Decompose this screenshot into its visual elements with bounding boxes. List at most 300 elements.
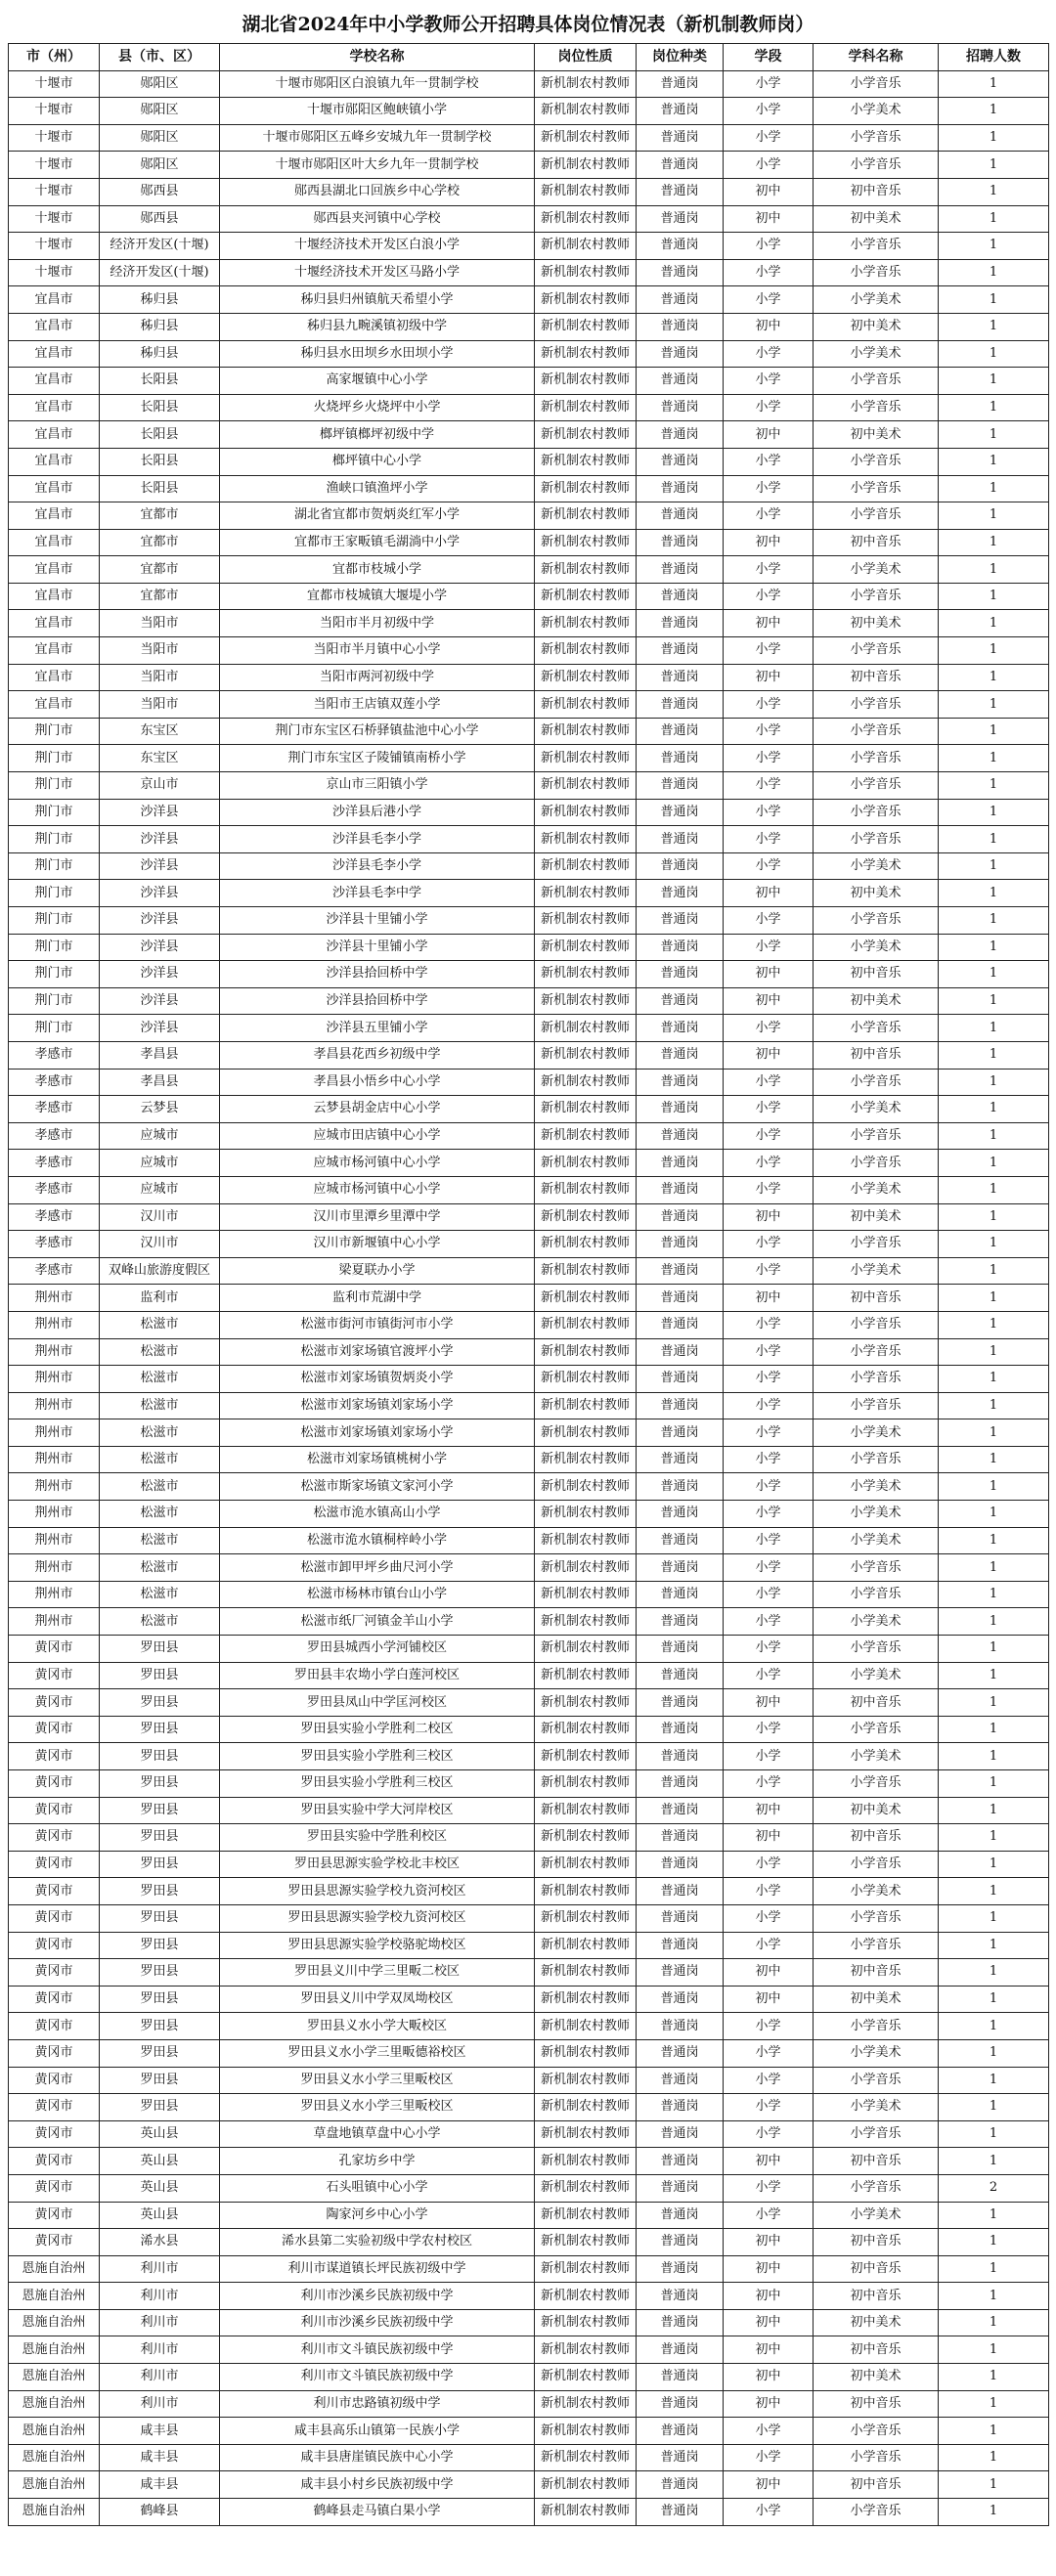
cell-subject: 小学音乐 xyxy=(814,1338,939,1366)
cell-count: 1 xyxy=(939,961,1049,988)
cell-subject: 初中美术 xyxy=(814,1203,939,1231)
cell-post-nature: 新机制农村教师 xyxy=(535,1419,637,1447)
cell-post-type: 普通岗 xyxy=(637,1338,724,1366)
cell-school: 宜都市王家畈镇毛湖淌中小学 xyxy=(220,529,535,556)
cell-post-nature: 新机制农村教师 xyxy=(535,1096,637,1123)
cell-school: 当阳市两河初级中学 xyxy=(220,664,535,691)
cell-stage: 小学 xyxy=(724,340,814,368)
cell-county: 监利市 xyxy=(100,1285,220,1312)
cell-stage: 小学 xyxy=(724,852,814,880)
cell-county: 利川市 xyxy=(100,2309,220,2336)
cell-school: 十堰市郧阳区五峰乡安城九年一贯制学校 xyxy=(220,124,535,152)
cell-subject: 初中美术 xyxy=(814,1797,939,1824)
cell-post-type: 普通岗 xyxy=(637,340,724,368)
cell-stage: 小学 xyxy=(724,583,814,610)
cell-count: 1 xyxy=(939,610,1049,637)
cell-city: 孝感市 xyxy=(9,1041,100,1069)
cell-subject: 初中音乐 xyxy=(814,178,939,205)
table-row xyxy=(9,1959,1049,1987)
cell-school: 罗田县义川中学三里畈二校区 xyxy=(220,1959,535,1987)
cell-post-type: 普通岗 xyxy=(637,745,724,772)
cell-subject: 小学音乐 xyxy=(814,1851,939,1878)
cell-count: 1 xyxy=(939,1662,1049,1689)
cell-post-type: 普通岗 xyxy=(637,556,724,584)
cell-stage: 初中 xyxy=(724,178,814,205)
cell-stage: 初中 xyxy=(724,313,814,340)
table-row xyxy=(9,368,1049,395)
cell-county: 沙洋县 xyxy=(100,961,220,988)
cell-post-type: 普通岗 xyxy=(637,421,724,449)
cell-city: 宜昌市 xyxy=(9,368,100,395)
cell-stage: 小学 xyxy=(724,2499,814,2526)
cell-subject: 小学美术 xyxy=(814,1473,939,1501)
table-row xyxy=(9,259,1049,286)
cell-post-nature: 新机制农村教师 xyxy=(535,2444,637,2471)
cell-city: 恩施自治州 xyxy=(9,2444,100,2471)
cell-post-type: 普通岗 xyxy=(637,2148,724,2175)
cell-post-type: 普通岗 xyxy=(637,1203,724,1231)
table-row xyxy=(9,880,1049,907)
cell-post-type: 普通岗 xyxy=(637,691,724,719)
cell-city: 宜昌市 xyxy=(9,394,100,421)
table-row xyxy=(9,610,1049,637)
cell-subject: 初中音乐 xyxy=(814,2336,939,2364)
cell-stage: 小学 xyxy=(724,1904,814,1932)
cell-school: 利川市沙溪乡民族初级中学 xyxy=(220,2309,535,2336)
cell-post-nature: 新机制农村教师 xyxy=(535,2094,637,2121)
cell-post-nature: 新机制农村教师 xyxy=(535,583,637,610)
cell-stage: 小学 xyxy=(724,1366,814,1393)
cell-count: 1 xyxy=(939,124,1049,152)
cell-count: 1 xyxy=(939,1257,1049,1285)
header-post-type: 岗位种类 xyxy=(637,44,724,71)
cell-post-nature: 新机制农村教师 xyxy=(535,907,637,935)
cell-city: 黄冈市 xyxy=(9,2120,100,2148)
cell-count: 1 xyxy=(939,583,1049,610)
cell-county: 郧西县 xyxy=(100,178,220,205)
cell-stage: 初中 xyxy=(724,1689,814,1717)
cell-count: 1 xyxy=(939,1581,1049,1608)
cell-school: 松滋市洈水镇桐梓岭小学 xyxy=(220,1527,535,1554)
cell-county: 双峰山旅游度假区 xyxy=(100,1257,220,1285)
cell-city: 荆门市 xyxy=(9,961,100,988)
cell-post-nature: 新机制农村教师 xyxy=(535,1743,637,1770)
cell-county: 松滋市 xyxy=(100,1419,220,1447)
cell-post-type: 普通岗 xyxy=(637,934,724,961)
table-row xyxy=(9,1366,1049,1393)
table-row xyxy=(9,98,1049,125)
table-row xyxy=(9,529,1049,556)
table-row xyxy=(9,124,1049,152)
table-row xyxy=(9,1824,1049,1852)
cell-subject: 小学音乐 xyxy=(814,2067,939,2094)
cell-post-type: 普通岗 xyxy=(637,1446,724,1473)
cell-post-type: 普通岗 xyxy=(637,1797,724,1824)
cell-school: 石头咀镇中心小学 xyxy=(220,2174,535,2202)
cell-count: 1 xyxy=(939,664,1049,691)
cell-school: 罗田县丰农坳小学白莲河校区 xyxy=(220,1662,535,1689)
cell-post-nature: 新机制农村教师 xyxy=(535,1608,637,1636)
cell-stage: 小学 xyxy=(724,1501,814,1528)
cell-city: 荆州市 xyxy=(9,1554,100,1582)
table-header-row xyxy=(9,44,1049,71)
cell-stage: 初中 xyxy=(724,1797,814,1824)
cell-subject: 小学美术 xyxy=(814,1878,939,1905)
cell-stage: 初中 xyxy=(724,205,814,233)
cell-subject: 初中美术 xyxy=(814,313,939,340)
table-row xyxy=(9,2255,1049,2283)
cell-subject: 小学美术 xyxy=(814,2202,939,2229)
cell-count: 1 xyxy=(939,2418,1049,2445)
cell-school: 松滋市刘家场镇桃树小学 xyxy=(220,1446,535,1473)
cell-post-nature: 新机制农村教师 xyxy=(535,2120,637,2148)
cell-post-nature: 新机制农村教师 xyxy=(535,2418,637,2445)
table-row xyxy=(9,1636,1049,1663)
cell-school: 浠水县第二实验初级中学农村校区 xyxy=(220,2229,535,2256)
cell-subject: 小学音乐 xyxy=(814,70,939,98)
cell-school: 利川市沙溪乡民族初级中学 xyxy=(220,2283,535,2310)
cell-subject: 小学音乐 xyxy=(814,259,939,286)
cell-city: 恩施自治州 xyxy=(9,2499,100,2526)
cell-count: 1 xyxy=(939,987,1049,1015)
cell-post-nature: 新机制农村教师 xyxy=(535,2499,637,2526)
cell-city: 荆门市 xyxy=(9,745,100,772)
cell-post-nature: 新机制农村教师 xyxy=(535,2364,637,2391)
cell-school: 咸丰县小村乡民族初级中学 xyxy=(220,2471,535,2499)
cell-post-nature: 新机制农村教师 xyxy=(535,1176,637,1203)
cell-stage: 小学 xyxy=(724,448,814,475)
cell-stage: 小学 xyxy=(724,1150,814,1177)
cell-post-type: 普通岗 xyxy=(637,1231,724,1258)
cell-stage: 初中 xyxy=(724,1824,814,1852)
cell-subject: 小学音乐 xyxy=(814,583,939,610)
cell-stage: 小学 xyxy=(724,1716,814,1743)
cell-school: 榔坪镇榔坪初级中学 xyxy=(220,421,535,449)
cell-post-nature: 新机制农村教师 xyxy=(535,124,637,152)
cell-city: 黄冈市 xyxy=(9,1878,100,1905)
table-row xyxy=(9,1338,1049,1366)
cell-county: 罗田县 xyxy=(100,1824,220,1852)
cell-count: 1 xyxy=(939,1150,1049,1177)
cell-stage: 小学 xyxy=(724,70,814,98)
cell-county: 宜都市 xyxy=(100,556,220,584)
cell-school: 咸丰县唐崖镇民族中心小学 xyxy=(220,2444,535,2471)
cell-post-nature: 新机制农村教师 xyxy=(535,98,637,125)
cell-count: 1 xyxy=(939,1338,1049,1366)
cell-post-nature: 新机制农村教师 xyxy=(535,313,637,340)
cell-count: 1 xyxy=(939,2336,1049,2364)
cell-school: 罗田县思源实验学校九资河校区 xyxy=(220,1904,535,1932)
cell-count: 1 xyxy=(939,1904,1049,1932)
cell-school: 孝昌县小悟乡中心小学 xyxy=(220,1069,535,1096)
cell-city: 黄冈市 xyxy=(9,1770,100,1798)
cell-subject: 小学音乐 xyxy=(814,1015,939,1042)
table-row xyxy=(9,1285,1049,1312)
cell-city: 荆州市 xyxy=(9,1581,100,1608)
cell-subject: 小学音乐 xyxy=(814,1150,939,1177)
cell-city: 十堰市 xyxy=(9,259,100,286)
cell-count: 1 xyxy=(939,421,1049,449)
cell-school: 郧西县湖北口回族乡中心学校 xyxy=(220,178,535,205)
table-row xyxy=(9,637,1049,665)
cell-count: 1 xyxy=(939,2013,1049,2040)
cell-post-type: 普通岗 xyxy=(637,1743,724,1770)
cell-post-type: 普通岗 xyxy=(637,394,724,421)
cell-school: 宜都市枝城小学 xyxy=(220,556,535,584)
cell-city: 宜昌市 xyxy=(9,664,100,691)
table-row xyxy=(9,583,1049,610)
cell-post-type: 普通岗 xyxy=(637,2499,724,2526)
cell-post-type: 普通岗 xyxy=(637,2309,724,2336)
table-row xyxy=(9,1716,1049,1743)
cell-subject: 小学美术 xyxy=(814,98,939,125)
cell-count: 1 xyxy=(939,1797,1049,1824)
table-row xyxy=(9,934,1049,961)
cell-city: 黄冈市 xyxy=(9,2148,100,2175)
cell-post-nature: 新机制农村教师 xyxy=(535,826,637,853)
cell-county: 汉川市 xyxy=(100,1203,220,1231)
cell-subject: 小学美术 xyxy=(814,1096,939,1123)
cell-school: 罗田县实验中学大河岸校区 xyxy=(220,1797,535,1824)
cell-county: 秭归县 xyxy=(100,286,220,314)
cell-city: 恩施自治州 xyxy=(9,2283,100,2310)
cell-school: 应城市田店镇中心小学 xyxy=(220,1122,535,1150)
cell-count: 1 xyxy=(939,1851,1049,1878)
cell-county: 松滋市 xyxy=(100,1608,220,1636)
cell-school: 十堰市郧阳区白浪镇九年一贯制学校 xyxy=(220,70,535,98)
cell-city: 黄冈市 xyxy=(9,2202,100,2229)
table-row xyxy=(9,178,1049,205)
cell-city: 荆州市 xyxy=(9,1527,100,1554)
cell-post-type: 普通岗 xyxy=(637,1501,724,1528)
cell-city: 荆州市 xyxy=(9,1446,100,1473)
cell-city: 黄冈市 xyxy=(9,1797,100,1824)
cell-post-type: 普通岗 xyxy=(637,1904,724,1932)
cell-county: 罗田县 xyxy=(100,1851,220,1878)
cell-post-nature: 新机制农村教师 xyxy=(535,2202,637,2229)
cell-post-nature: 新机制农村教师 xyxy=(535,1015,637,1042)
cell-stage: 小学 xyxy=(724,826,814,853)
cell-count: 1 xyxy=(939,1959,1049,1987)
cell-city: 孝感市 xyxy=(9,1231,100,1258)
cell-stage: 小学 xyxy=(724,2444,814,2471)
cell-subject: 小学美术 xyxy=(814,556,939,584)
table-row xyxy=(9,2283,1049,2310)
cell-subject: 初中美术 xyxy=(814,421,939,449)
cell-county: 利川市 xyxy=(100,2283,220,2310)
cell-post-type: 普通岗 xyxy=(637,448,724,475)
cell-subject: 小学音乐 xyxy=(814,1770,939,1798)
cell-school: 利川市谋道镇长坪民族初级中学 xyxy=(220,2255,535,2283)
cell-subject: 小学美术 xyxy=(814,1608,939,1636)
cell-count: 1 xyxy=(939,152,1049,179)
cell-subject: 小学音乐 xyxy=(814,799,939,826)
table-row xyxy=(9,1096,1049,1123)
cell-post-type: 普通岗 xyxy=(637,1392,724,1419)
cell-post-type: 普通岗 xyxy=(637,718,724,745)
cell-school: 十堰经济技术开发区白浪小学 xyxy=(220,233,535,260)
cell-school: 京山市三阳镇小学 xyxy=(220,772,535,800)
cell-city: 宜昌市 xyxy=(9,502,100,530)
cell-school: 云梦县胡金店中心小学 xyxy=(220,1096,535,1123)
cell-county: 宜都市 xyxy=(100,583,220,610)
cell-count: 1 xyxy=(939,1419,1049,1447)
cell-school: 当阳市王店镇双莲小学 xyxy=(220,691,535,719)
cell-city: 荆州市 xyxy=(9,1392,100,1419)
cell-county: 英山县 xyxy=(100,2120,220,2148)
table-row xyxy=(9,286,1049,314)
cell-county: 沙洋县 xyxy=(100,907,220,935)
cell-post-type: 普通岗 xyxy=(637,2390,724,2418)
cell-post-nature: 新机制农村教师 xyxy=(535,2174,637,2202)
cell-count: 1 xyxy=(939,637,1049,665)
cell-county: 罗田县 xyxy=(100,1689,220,1717)
cell-post-nature: 新机制农村教师 xyxy=(535,421,637,449)
cell-post-nature: 新机制农村教师 xyxy=(535,2039,637,2067)
cell-post-type: 普通岗 xyxy=(637,907,724,935)
cell-post-type: 普通岗 xyxy=(637,1689,724,1717)
table-row xyxy=(9,772,1049,800)
cell-stage: 初中 xyxy=(724,2390,814,2418)
cell-post-type: 普通岗 xyxy=(637,961,724,988)
cell-subject: 初中音乐 xyxy=(814,2471,939,2499)
cell-subject: 小学音乐 xyxy=(814,1311,939,1338)
cell-post-type: 普通岗 xyxy=(637,1608,724,1636)
cell-subject: 初中音乐 xyxy=(814,1824,939,1852)
cell-stage: 初中 xyxy=(724,529,814,556)
cell-post-nature: 新机制农村教师 xyxy=(535,664,637,691)
table-row xyxy=(9,70,1049,98)
cell-count: 1 xyxy=(939,2309,1049,2336)
cell-post-type: 普通岗 xyxy=(637,1176,724,1203)
cell-county: 郧阳区 xyxy=(100,124,220,152)
cell-subject: 小学美术 xyxy=(814,1257,939,1285)
cell-post-nature: 新机制农村教师 xyxy=(535,205,637,233)
cell-post-type: 普通岗 xyxy=(637,1015,724,1042)
cell-school: 当阳市半月初级中学 xyxy=(220,610,535,637)
cell-count: 1 xyxy=(939,259,1049,286)
table-row xyxy=(9,907,1049,935)
cell-stage: 小学 xyxy=(724,718,814,745)
cell-school: 罗田县义水小学大畈校区 xyxy=(220,2013,535,2040)
cell-stage: 小学 xyxy=(724,475,814,502)
cell-stage: 初中 xyxy=(724,1041,814,1069)
cell-city: 荆州市 xyxy=(9,1338,100,1366)
cell-school: 荆门市东宝区石桥驿镇盐池中心小学 xyxy=(220,718,535,745)
table-row xyxy=(9,2013,1049,2040)
cell-post-type: 普通岗 xyxy=(637,1986,724,2013)
cell-subject: 小学音乐 xyxy=(814,637,939,665)
cell-city: 宜昌市 xyxy=(9,691,100,719)
cell-post-type: 普通岗 xyxy=(637,152,724,179)
cell-subject: 小学音乐 xyxy=(814,2418,939,2445)
cell-school: 十堰市郧阳区叶大乡九年一贯制学校 xyxy=(220,152,535,179)
cell-county: 松滋市 xyxy=(100,1554,220,1582)
cell-post-nature: 新机制农村教师 xyxy=(535,1366,637,1393)
cell-subject: 小学音乐 xyxy=(814,475,939,502)
cell-stage: 小学 xyxy=(724,1015,814,1042)
cell-school: 罗田县实验小学胜利二校区 xyxy=(220,1716,535,1743)
cell-subject: 小学音乐 xyxy=(814,1446,939,1473)
cell-post-nature: 新机制农村教师 xyxy=(535,1824,637,1852)
cell-stage: 小学 xyxy=(724,1257,814,1285)
cell-count: 1 xyxy=(939,2499,1049,2526)
cell-count: 1 xyxy=(939,1392,1049,1419)
cell-stage: 小学 xyxy=(724,2039,814,2067)
cell-subject: 小学美术 xyxy=(814,1527,939,1554)
cell-city: 孝感市 xyxy=(9,1257,100,1285)
cell-school: 松滋市刘家场镇刘家场小学 xyxy=(220,1419,535,1447)
cell-count: 1 xyxy=(939,1176,1049,1203)
cell-stage: 小学 xyxy=(724,368,814,395)
cell-post-type: 普通岗 xyxy=(637,259,724,286)
cell-post-nature: 新机制农村教师 xyxy=(535,1446,637,1473)
cell-post-nature: 新机制农村教师 xyxy=(535,1501,637,1528)
cell-subject: 初中美术 xyxy=(814,880,939,907)
cell-post-nature: 新机制农村教师 xyxy=(535,1150,637,1177)
cell-county: 沙洋县 xyxy=(100,987,220,1015)
cell-school: 罗田县思源实验学校骆驼坳校区 xyxy=(220,1932,535,1959)
table-row xyxy=(9,2174,1049,2202)
table-row xyxy=(9,2336,1049,2364)
cell-school: 松滋市刘家场镇贺炳炎小学 xyxy=(220,1366,535,1393)
cell-county: 利川市 xyxy=(100,2390,220,2418)
cell-post-type: 普通岗 xyxy=(637,1473,724,1501)
table-row xyxy=(9,2499,1049,2526)
cell-subject: 初中音乐 xyxy=(814,2283,939,2310)
table-row xyxy=(9,2202,1049,2229)
cell-subject: 初中音乐 xyxy=(814,1959,939,1987)
cell-subject: 初中音乐 xyxy=(814,2229,939,2256)
cell-school: 松滋市斯家场镇文家河小学 xyxy=(220,1473,535,1501)
cell-city: 十堰市 xyxy=(9,233,100,260)
cell-school: 罗田县思源实验学校九资河校区 xyxy=(220,1878,535,1905)
cell-school: 榔坪镇中心小学 xyxy=(220,448,535,475)
cell-post-nature: 新机制农村教师 xyxy=(535,2336,637,2364)
cell-post-type: 普通岗 xyxy=(637,2174,724,2202)
table-row xyxy=(9,1851,1049,1878)
cell-count: 1 xyxy=(939,2471,1049,2499)
cell-stage: 小学 xyxy=(724,1473,814,1501)
cell-stage: 小学 xyxy=(724,98,814,125)
cell-post-nature: 新机制农村教师 xyxy=(535,1636,637,1663)
cell-post-nature: 新机制农村教师 xyxy=(535,934,637,961)
cell-school: 应城市杨河镇中心小学 xyxy=(220,1176,535,1203)
table-row xyxy=(9,1797,1049,1824)
cell-subject: 初中美术 xyxy=(814,2364,939,2391)
cell-stage: 小学 xyxy=(724,907,814,935)
cell-stage: 小学 xyxy=(724,1122,814,1150)
cell-city: 黄冈市 xyxy=(9,1716,100,1743)
table-row xyxy=(9,2148,1049,2175)
cell-school: 沙洋县十里铺小学 xyxy=(220,934,535,961)
cell-subject: 小学音乐 xyxy=(814,1636,939,1663)
cell-post-nature: 新机制农村教师 xyxy=(535,961,637,988)
cell-stage: 初中 xyxy=(724,664,814,691)
cell-stage: 初中 xyxy=(724,1986,814,2013)
cell-subject: 小学音乐 xyxy=(814,1069,939,1096)
cell-county: 京山市 xyxy=(100,772,220,800)
cell-stage: 小学 xyxy=(724,1878,814,1905)
cell-city: 宜昌市 xyxy=(9,610,100,637)
cell-post-type: 普通岗 xyxy=(637,1581,724,1608)
cell-city: 荆门市 xyxy=(9,934,100,961)
table-row xyxy=(9,1662,1049,1689)
table-row xyxy=(9,826,1049,853)
cell-post-type: 普通岗 xyxy=(637,1878,724,1905)
table-row xyxy=(9,1150,1049,1177)
cell-post-type: 普通岗 xyxy=(637,2336,724,2364)
